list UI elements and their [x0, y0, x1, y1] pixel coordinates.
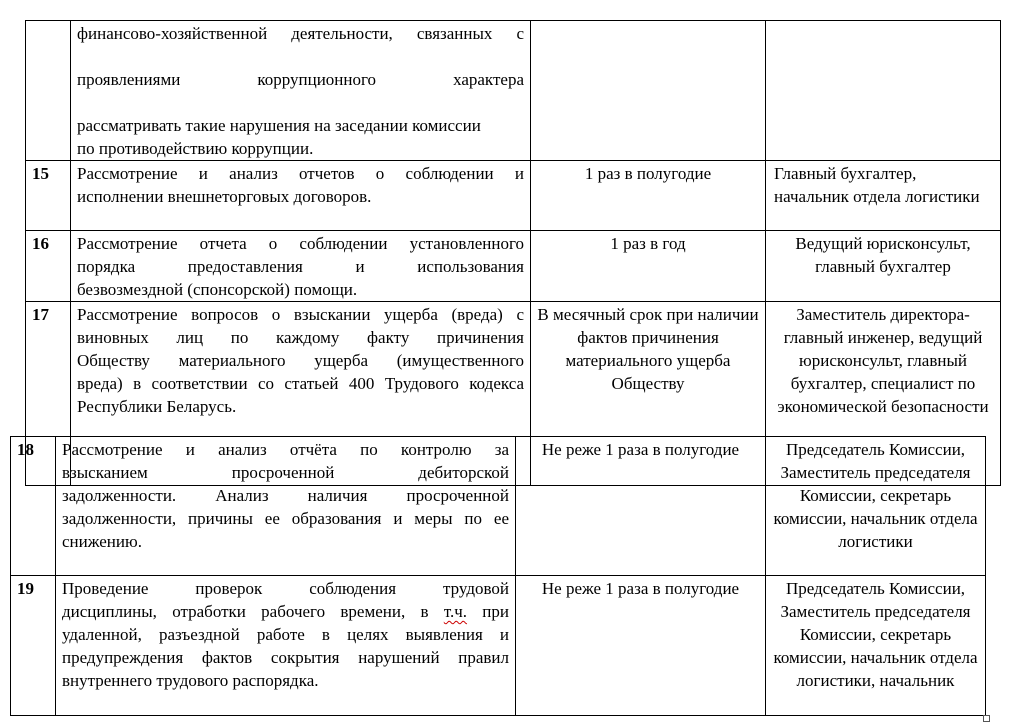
- table-resize-handle[interactable]: [983, 715, 990, 722]
- row-number: 19: [11, 576, 56, 716]
- row-number: 16: [26, 231, 71, 302]
- table-row: [11, 576, 986, 716]
- description-line: Рассмотрение вопросов о взыскании ущерба (вреда) с: [77, 305, 524, 324]
- period-cell: 1 раз в полугодие: [531, 161, 766, 231]
- description-line: Рассмотрение отчета о соблюдении установленного: [77, 234, 524, 253]
- period-cell: Не реже 1 раза в полугодие: [516, 576, 766, 716]
- table-row: [11, 437, 986, 576]
- description-line: удаленной, разъездной работе в целях выявления и: [62, 625, 509, 644]
- row-number: 17: [26, 302, 71, 486]
- table-row: [26, 21, 1001, 161]
- measure-description: [56, 576, 516, 716]
- description-line: взысканием просроченной дебиторской: [62, 463, 509, 482]
- measures-table-bottom: [10, 436, 986, 716]
- period-cell: 1 раз в год: [531, 231, 766, 302]
- description-line: задолженности. Анализ наличия просроченной: [62, 486, 509, 505]
- description-line: рассматривать такие нарушения на заседании комиссии: [77, 116, 481, 135]
- description-fragment: дисциплины, отработки рабочего времени, в: [62, 602, 444, 621]
- description-line: вреда) в соответствии со статьей 400 Трудового кодекса: [77, 374, 524, 393]
- measure-description: [56, 437, 516, 576]
- description-fragment: при: [467, 602, 509, 621]
- description-line: Проведение проверок соблюдения трудовой: [62, 579, 509, 598]
- measure-description: [71, 161, 531, 231]
- description-line: Республики Беларусь.: [77, 397, 237, 416]
- description-line: задолженности, причины ее образования и меры по ее: [62, 509, 509, 528]
- row-number: 18: [11, 437, 56, 576]
- description-line: предупреждения фактов сокрытия нарушений правил: [62, 648, 509, 667]
- table-row: [26, 231, 1001, 302]
- measure-description: [71, 21, 531, 161]
- description-line: виновных лиц по каждому факту причинения: [77, 328, 524, 347]
- description-line: проявлениями коррупционного характера: [77, 70, 524, 89]
- description-line: Обществу материального ущерба (имущественного: [77, 351, 524, 370]
- row-number: [26, 21, 71, 161]
- period-cell: [531, 21, 766, 161]
- period-cell: Не реже 1 раза в полугодие: [516, 437, 766, 576]
- description-line: снижению.: [62, 532, 142, 551]
- responsible-cell: Председатель Комиссии, Заместитель председателя Комиссии, секретарь комиссии, начальник отдела логистики: [766, 437, 986, 576]
- description-line: Рассмотрение и анализ отчетов о соблюдении и: [77, 164, 524, 183]
- measure-description: [71, 231, 531, 302]
- description-line: безвозмездной (спонсорской) помощи.: [77, 280, 358, 299]
- responsible-cell: Заместитель директора-главный инженер, ведущий юрисконсульт, главный бухгалтер, специалист по экономической безопасности: [766, 302, 1001, 486]
- description-line: исполнении внешнеторговых договоров.: [77, 187, 372, 206]
- description-line: [62, 600, 509, 623]
- description-line: Рассмотрение и анализ отчёта по контролю за: [62, 440, 509, 459]
- responsible-cell: Главный бухгалтер, начальник отдела логистики: [766, 161, 1001, 231]
- description-line: по противодействию коррупции.: [77, 139, 314, 158]
- description-line: порядка предоставления и использования: [77, 257, 524, 276]
- measures-table-top: [25, 20, 1001, 486]
- responsible-cell: Ведущий юрисконсульт, главный бухгалтер: [766, 231, 1001, 302]
- description-line: внутреннего трудового распорядка.: [62, 671, 319, 690]
- period-cell: В месячный срок при наличии фактов причинения материального ущерба Обществу: [531, 302, 766, 486]
- row-number: 15: [26, 161, 71, 231]
- spellcheck-marked-word: т.ч.: [443, 602, 468, 621]
- responsible-cell: [766, 21, 1001, 161]
- table-row: [26, 161, 1001, 231]
- responsible-cell: Председатель Комиссии, Заместитель председателя Комиссии, секретарь комиссии, начальник отдела логистики, начальник: [766, 576, 986, 716]
- description-line: финансово-хозяйственной деятельности, связанных с: [77, 24, 524, 43]
